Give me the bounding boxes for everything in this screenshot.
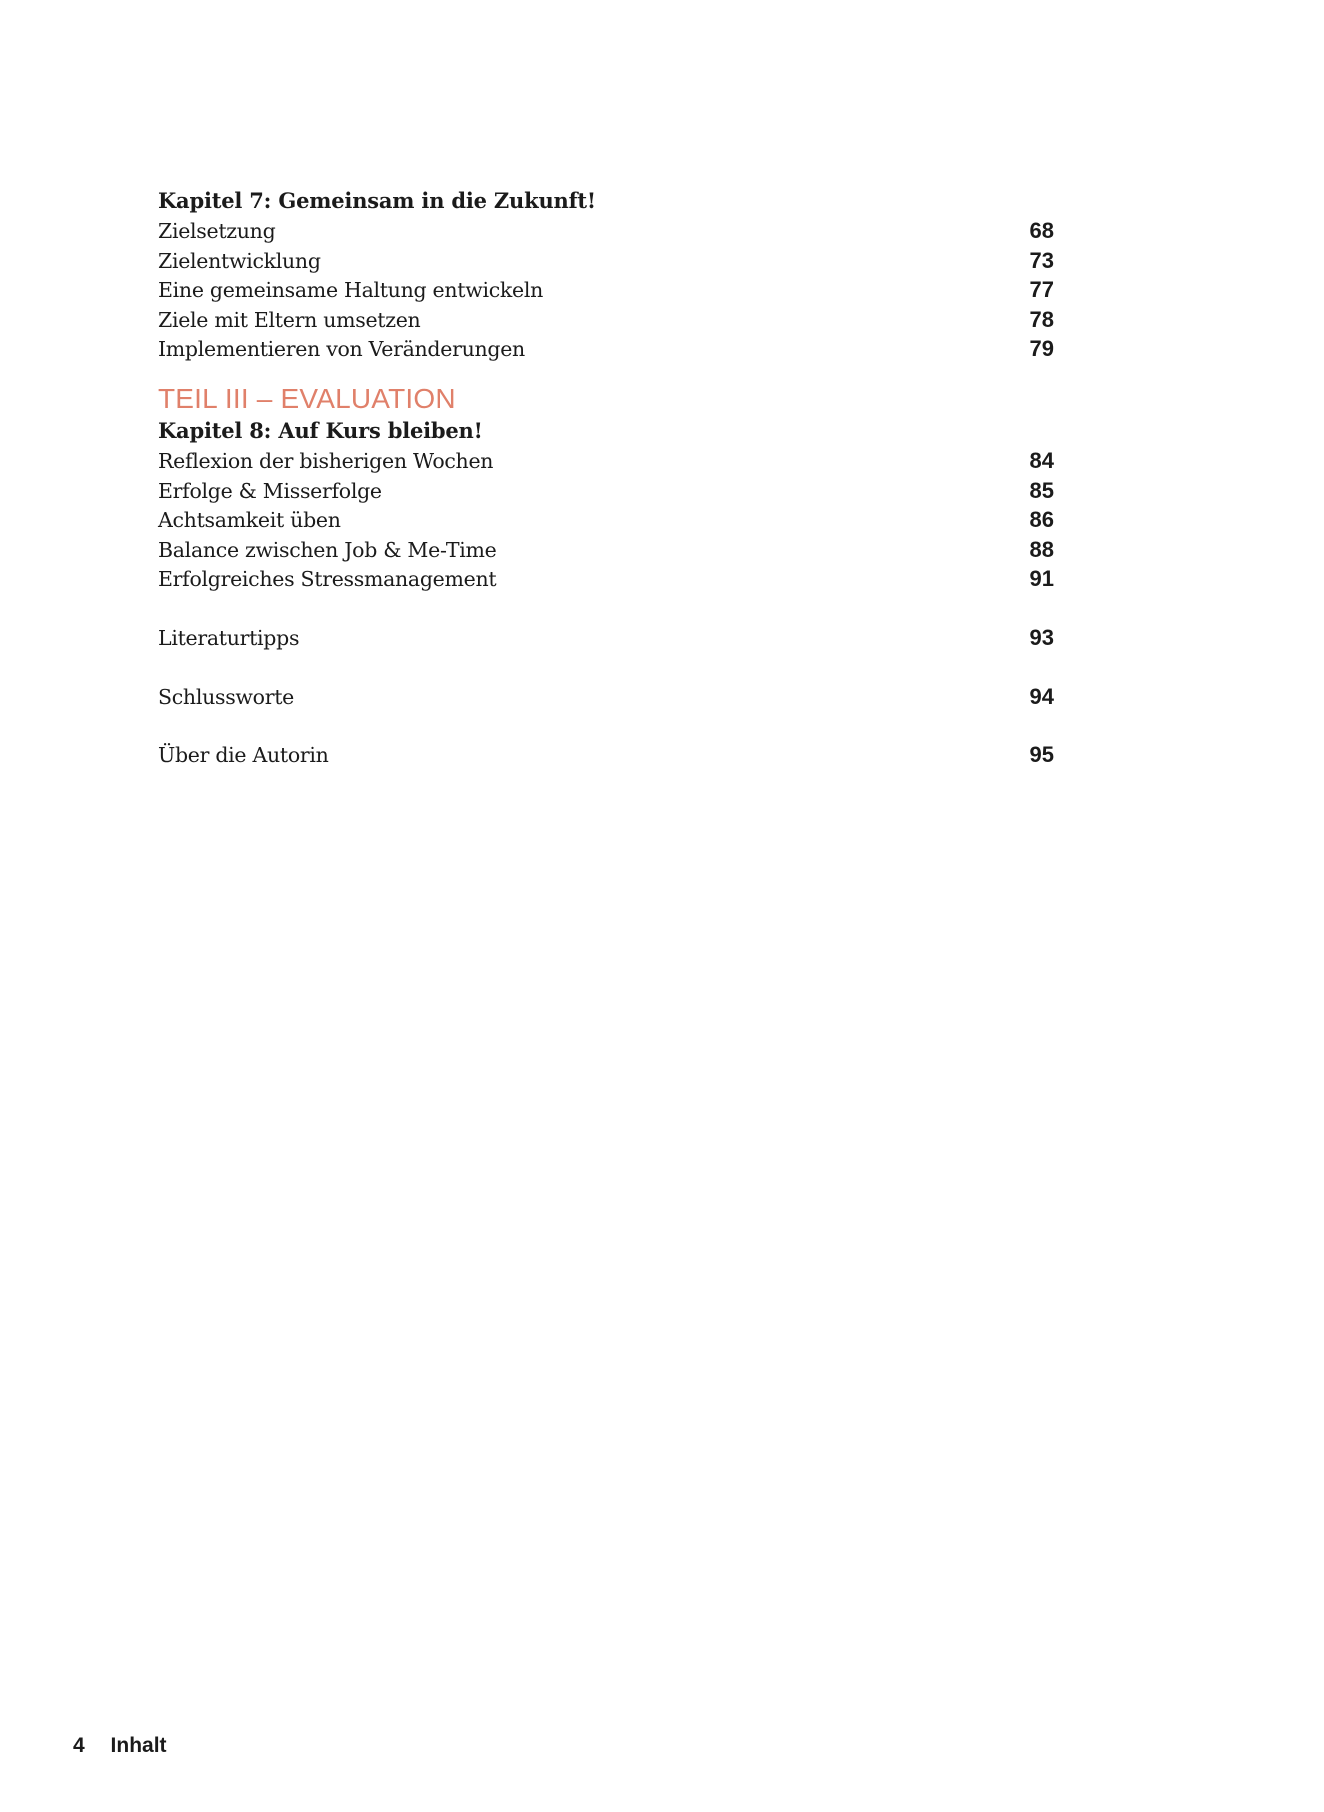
toc-entry-page: 93 — [1029, 624, 1054, 650]
toc-entry-literaturtipps — [158, 623, 1054, 653]
toc-entry-title: Literaturtipps — [158, 625, 300, 650]
toc-entry-page: 94 — [1029, 683, 1054, 709]
toc-entry-title: Schlussworte — [158, 684, 294, 709]
toc-entry-page: 79 — [1029, 336, 1054, 362]
toc-entry-title: Reflexion der bisherigen Wochen — [158, 448, 494, 473]
table-of-contents — [158, 186, 1054, 770]
toc-entry-title: Erfolge & Misserfolge — [158, 478, 382, 503]
toc-entry — [158, 446, 1054, 476]
toc-entry-page: 84 — [1029, 447, 1054, 473]
toc-entry-title: Erfolgreiches Stressmanagement — [158, 567, 497, 592]
toc-entry-page: 73 — [1029, 247, 1054, 273]
toc-entry-title: Zielsetzung — [158, 219, 276, 243]
toc-entry-page: 86 — [1029, 507, 1054, 533]
toc-entry-page: 78 — [1029, 306, 1054, 332]
chapter-8-heading: Kapitel 8: Auf Kurs bleiben! — [158, 417, 483, 443]
toc-entry — [158, 535, 1054, 565]
toc-entry — [158, 476, 1054, 506]
toc-entry — [158, 216, 1054, 246]
toc-entry-title: Eine gemeinsame Haltung entwickeln — [158, 278, 543, 303]
page-footer — [73, 1734, 167, 1758]
toc-entry — [158, 334, 1054, 364]
spacer — [158, 594, 1054, 623]
footer-section-label: Inhalt — [110, 1734, 167, 1757]
toc-entry-page: 88 — [1029, 536, 1054, 562]
chapter-7-heading: Kapitel 7: Gemeinsam in die Zukunft! — [158, 188, 596, 213]
toc-entry — [158, 564, 1054, 594]
toc-entry-autorin — [158, 740, 1054, 770]
toc-entry-schlussworte — [158, 682, 1054, 712]
toc-entry — [158, 246, 1054, 276]
toc-entry — [158, 305, 1054, 335]
toc-entry-page: 85 — [1029, 477, 1054, 503]
toc-entry — [158, 505, 1054, 535]
toc-entry-page: 91 — [1029, 566, 1054, 592]
toc-entry-title: Über die Autorin — [158, 743, 329, 768]
footer-page-number: 4 — [73, 1734, 85, 1757]
spacer — [158, 711, 1054, 740]
spacer — [158, 653, 1054, 682]
toc-entry-title: Ziele mit Eltern umsetzen — [158, 307, 421, 332]
toc-entry-title: Balance zwischen Job & Me-Time — [158, 537, 497, 562]
toc-entry-page: 77 — [1029, 277, 1054, 303]
toc-entry — [158, 275, 1054, 305]
toc-entry-page: 68 — [1029, 218, 1054, 243]
toc-entry-page: 95 — [1029, 742, 1054, 768]
toc-entry-title: Achtsamkeit üben — [158, 508, 341, 533]
part-3-heading: TEIL III – EVALUATION — [158, 382, 456, 414]
toc-entry-title: Zielentwicklung — [158, 248, 321, 273]
toc-entry-title: Implementieren von Veränderungen — [158, 337, 525, 362]
